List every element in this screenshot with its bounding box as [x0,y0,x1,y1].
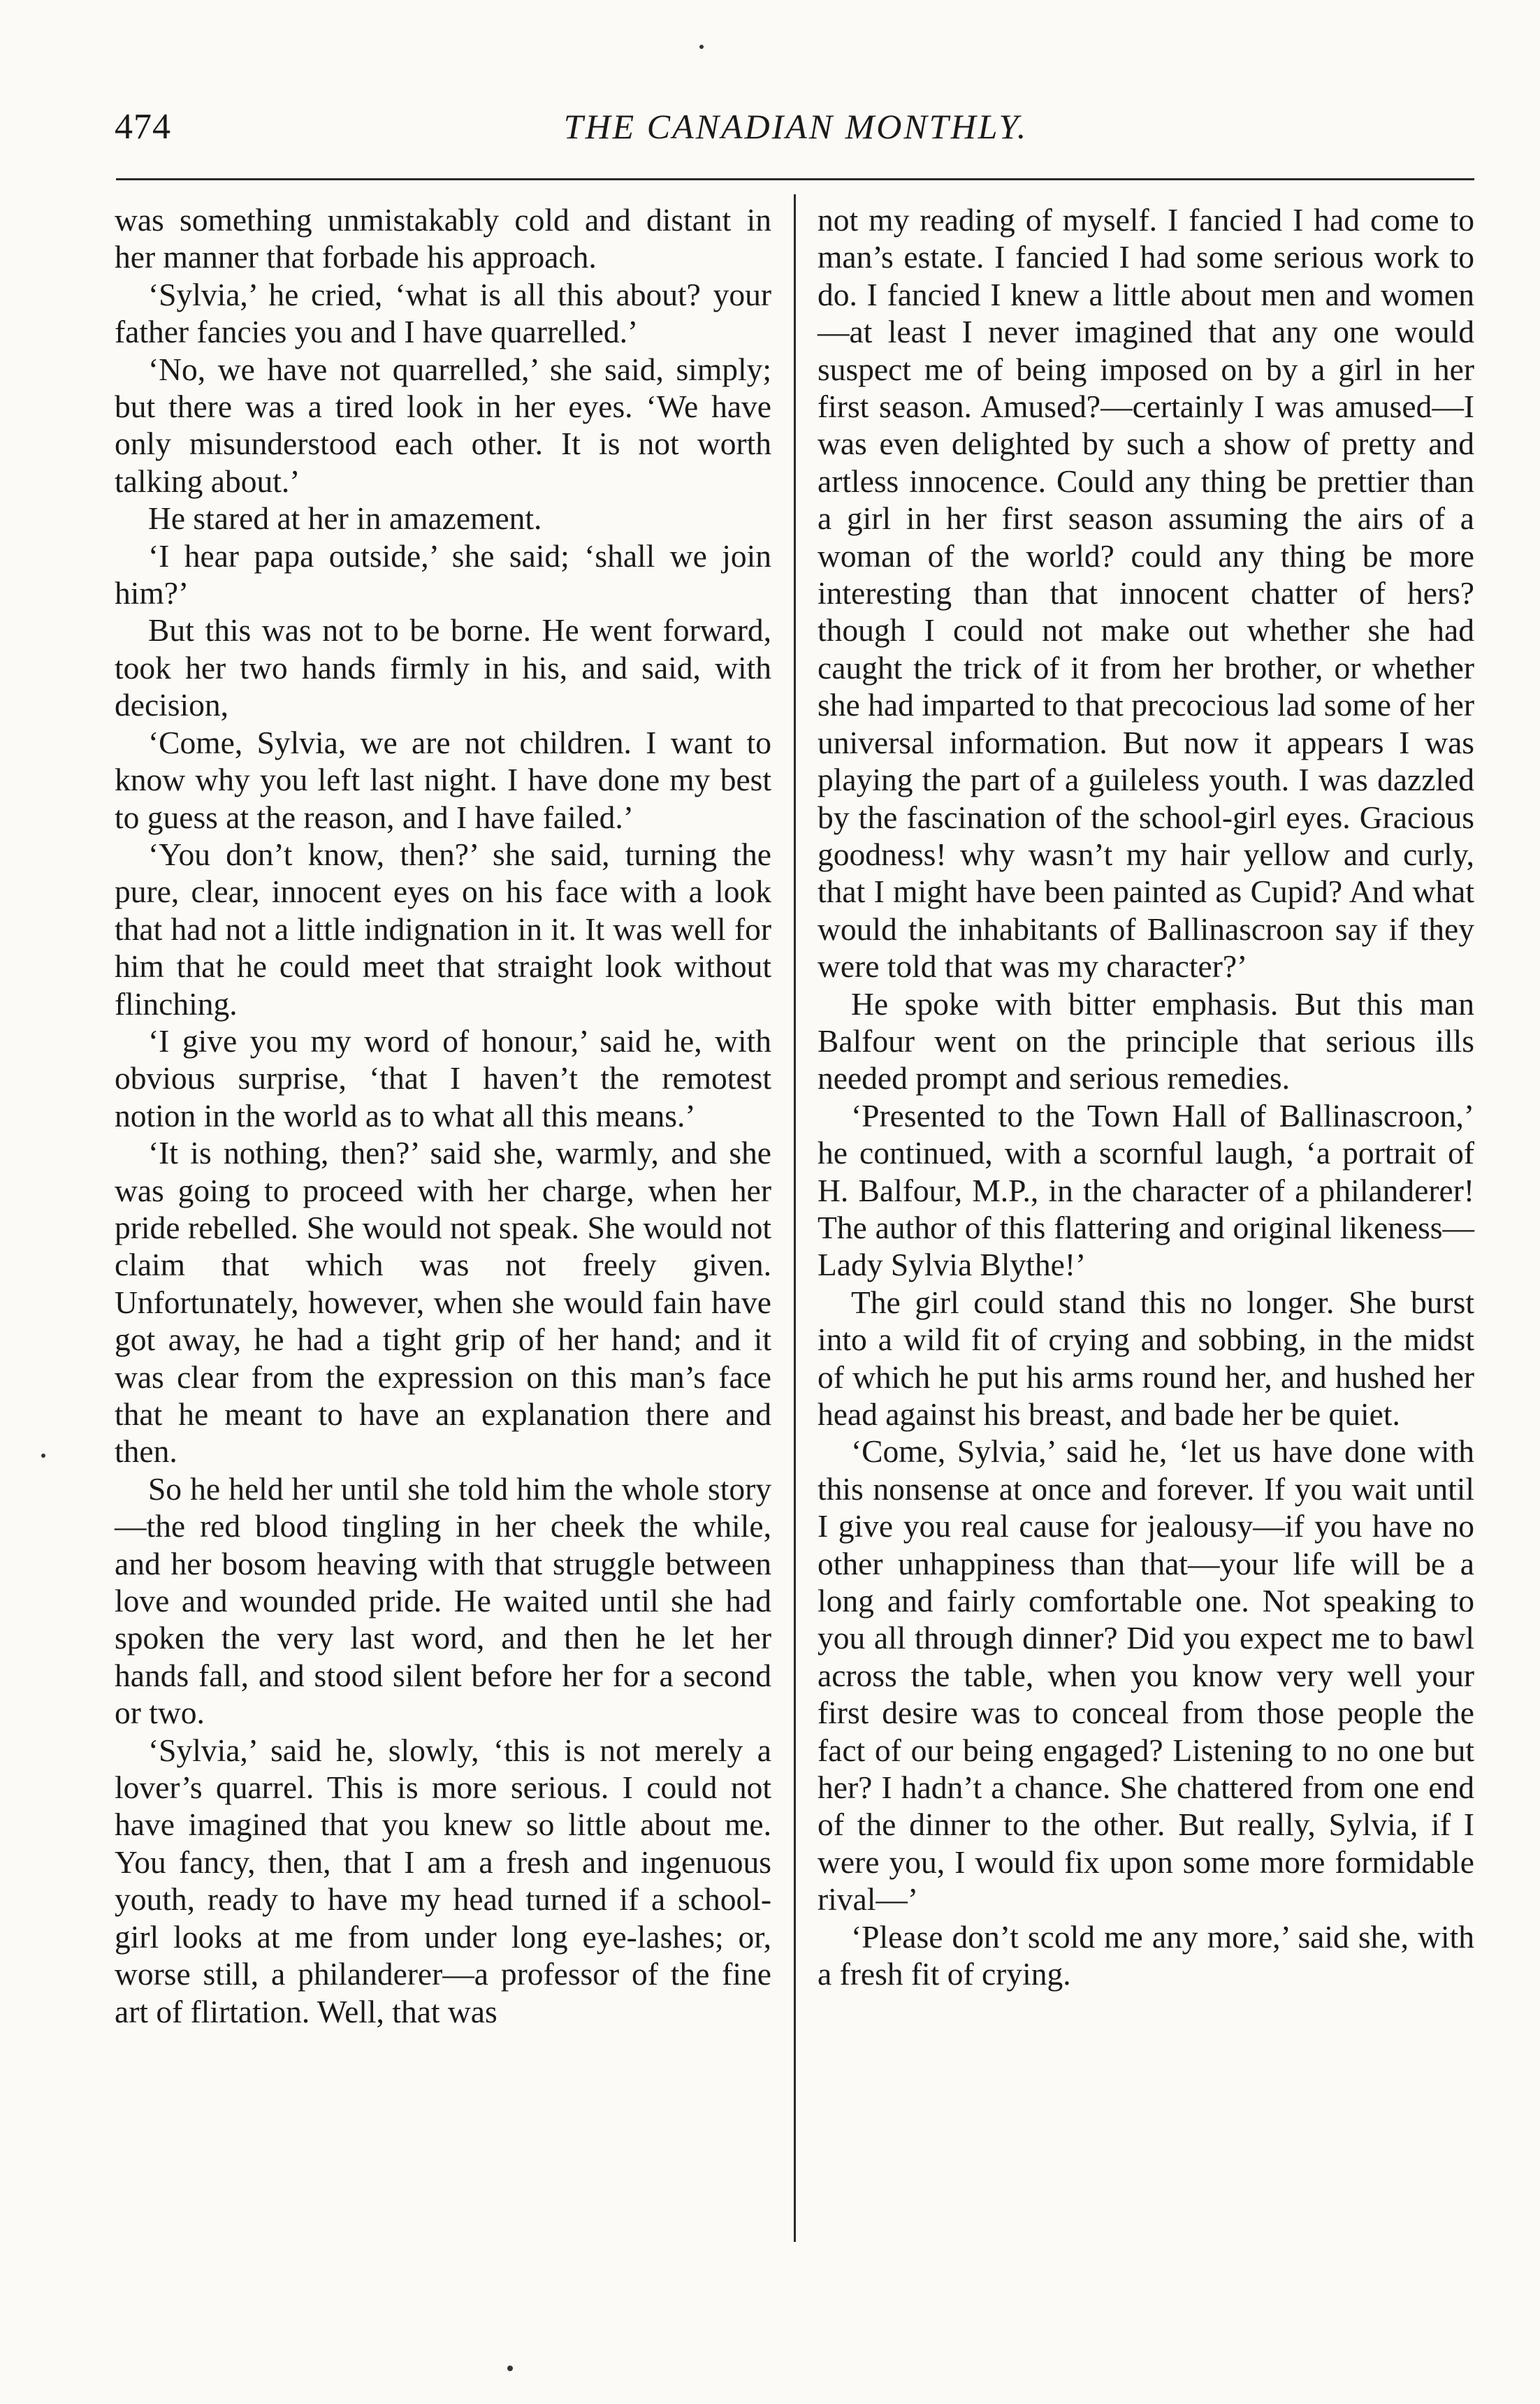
paragraph: He spoke with bitter emphasis. But this man Balfour went on the principle that serious ills needed prompt and serious remedies. [818,985,1474,1096]
paragraph: But this was not to be borne. He went forward, took her two hands firmly in his, and said, with decision, [115,612,771,723]
print-speck [699,45,704,49]
paragraph: ‘Sylvia,’ he cried, ‘what is all this about? your father fancies you and I have quarrelled.’ [115,276,771,350]
running-title: THE CANADIAN MONTHLY. [563,107,1029,146]
paragraph: not my reading of myself. I fancied I had come to man’s estate. I fancied I had some serious work to do. I fancied I knew a little about men and women—at least I never imagined that any one would suspect me of being imposed on by a girl in her first season. Amused?—certainly I was amused—I was even delighted by such a show of pretty and artless innocence. Could any thing be prettier than a girl in her first season assuming the airs of a woman of the world? could any thing be more interesting than that innocent chatter of hers? though I could not make out whether she had caught the trick of it from her brother, or whether she had imparted to that precocious lad some of her universal information. But now it appears I was playing the part of a guileless youth. I was dazzled by the fascination of the school-girl eyes. Gracious goodness! why wasn’t my hair yellow and curly, that I might have been painted as Cupid? And what would the inhabitants of Ballinascroon say if they were told that was my character?’ [818,202,1474,985]
paragraph: ‘Come, Sylvia,’ said he, ‘let us have done with this nonsense at once and forever. If you wait until I give you real cause for jealousy—if you have no other unhappiness than that—your life will be a long and fairly comfortable one. Not speaking to you all through dinner? Did you expect me to bawl across the table, when you know very well your first desire was to conceal from those people the fact of our being engaged? Listening to no one but her? I hadn’t a chance. She chattered from one end of the dinner to the other. But really, Sylvia, if I were you, I would fix upon some more formidable rival—’ [818,1433,1474,1918]
paragraph: ‘Please don’t scold me any more,’ said she, with a fresh fit of crying. [818,1918,1474,1992]
paragraph: ‘It is nothing, then?’ said she, warmly, and she was going to proceed with her charge, when her pride rebelled. She would not speak. She would not claim that which was not freely given. Unfortunately, however, when she would fain have got away, he had a tight grip of her hand; and it was clear from the expression on this man’s face that he meant to have an explanation there and then. [115,1135,771,1470]
paragraph: ‘No, we have not quarrelled,’ she said, simply; but there was a tired look in her eyes. ‘We have only misunderstood each other. It is not worth talking about.’ [115,351,771,499]
page-header [115,102,1477,158]
page-number: 474 [115,107,171,147]
right-column [818,201,1474,1993]
print-speck [41,1454,45,1458]
left-column [115,201,771,2030]
paragraph: The girl could stand this no longer. She burst into a wild fit of crying and sobbing, in the midst of which he put his arms round her, and hushed her head against his breast, and bade her be quiet. [818,1284,1474,1432]
header-rule [116,178,1474,180]
paragraph: ‘I hear papa outside,’ she said; ‘shall we join him?’ [115,537,771,611]
paragraph: ‘Sylvia,’ said he, slowly, ‘this is not merely a lover’s quarrel. This is more serious. I could not have imagined that you knew so little about me. You fancy, then, that I am a fresh and ingenuous youth, ready to have my head turned if a school-girl looks at me from under long eye-lashes; or, worse still, a philanderer—a professor of the fine art of flirtation. Well, that was [115,1732,771,2029]
paragraph: ‘Presented to the Town Hall of Ballinascroon,’ he continued, with a scornful laugh, ‘a portrait of H. Balfour, M.P., in the character of a philanderer! The author of this flattering and original likeness—Lady Sylvia Blythe!’ [818,1097,1474,1283]
paragraph: ‘I give you my word of honour,’ said he, with obvious surprise, ‘that I haven’t the remotest notion in the world as to what all this means.’ [115,1022,771,1134]
paragraph: ‘Come, Sylvia, we are not children. I want to know why you left last night. I have done my best to guess at the reason, and I have failed.’ [115,724,771,835]
paragraph: ‘You don’t know, then?’ she said, turning the pure, clear, innocent eyes on his face with a look that had not a little indignation in it. It was well for him that he could meet that straight look without flinching. [115,836,771,1022]
column-divider [794,194,796,2242]
paragraph: was something unmistakably cold and distant in her manner that forbade his approach. [115,202,771,275]
paragraph: So he held her until she told him the whole story—the red blood tingling in her cheek the while, and her bosom heaving with that struggle between love and wounded pride. He waited until she had spoken the very last word, and then he let her hands fall, and stood silent before her for a second or two. [115,1470,771,1731]
print-speck [507,2366,513,2371]
paragraph: He stared at her in amazement. [148,500,542,537]
